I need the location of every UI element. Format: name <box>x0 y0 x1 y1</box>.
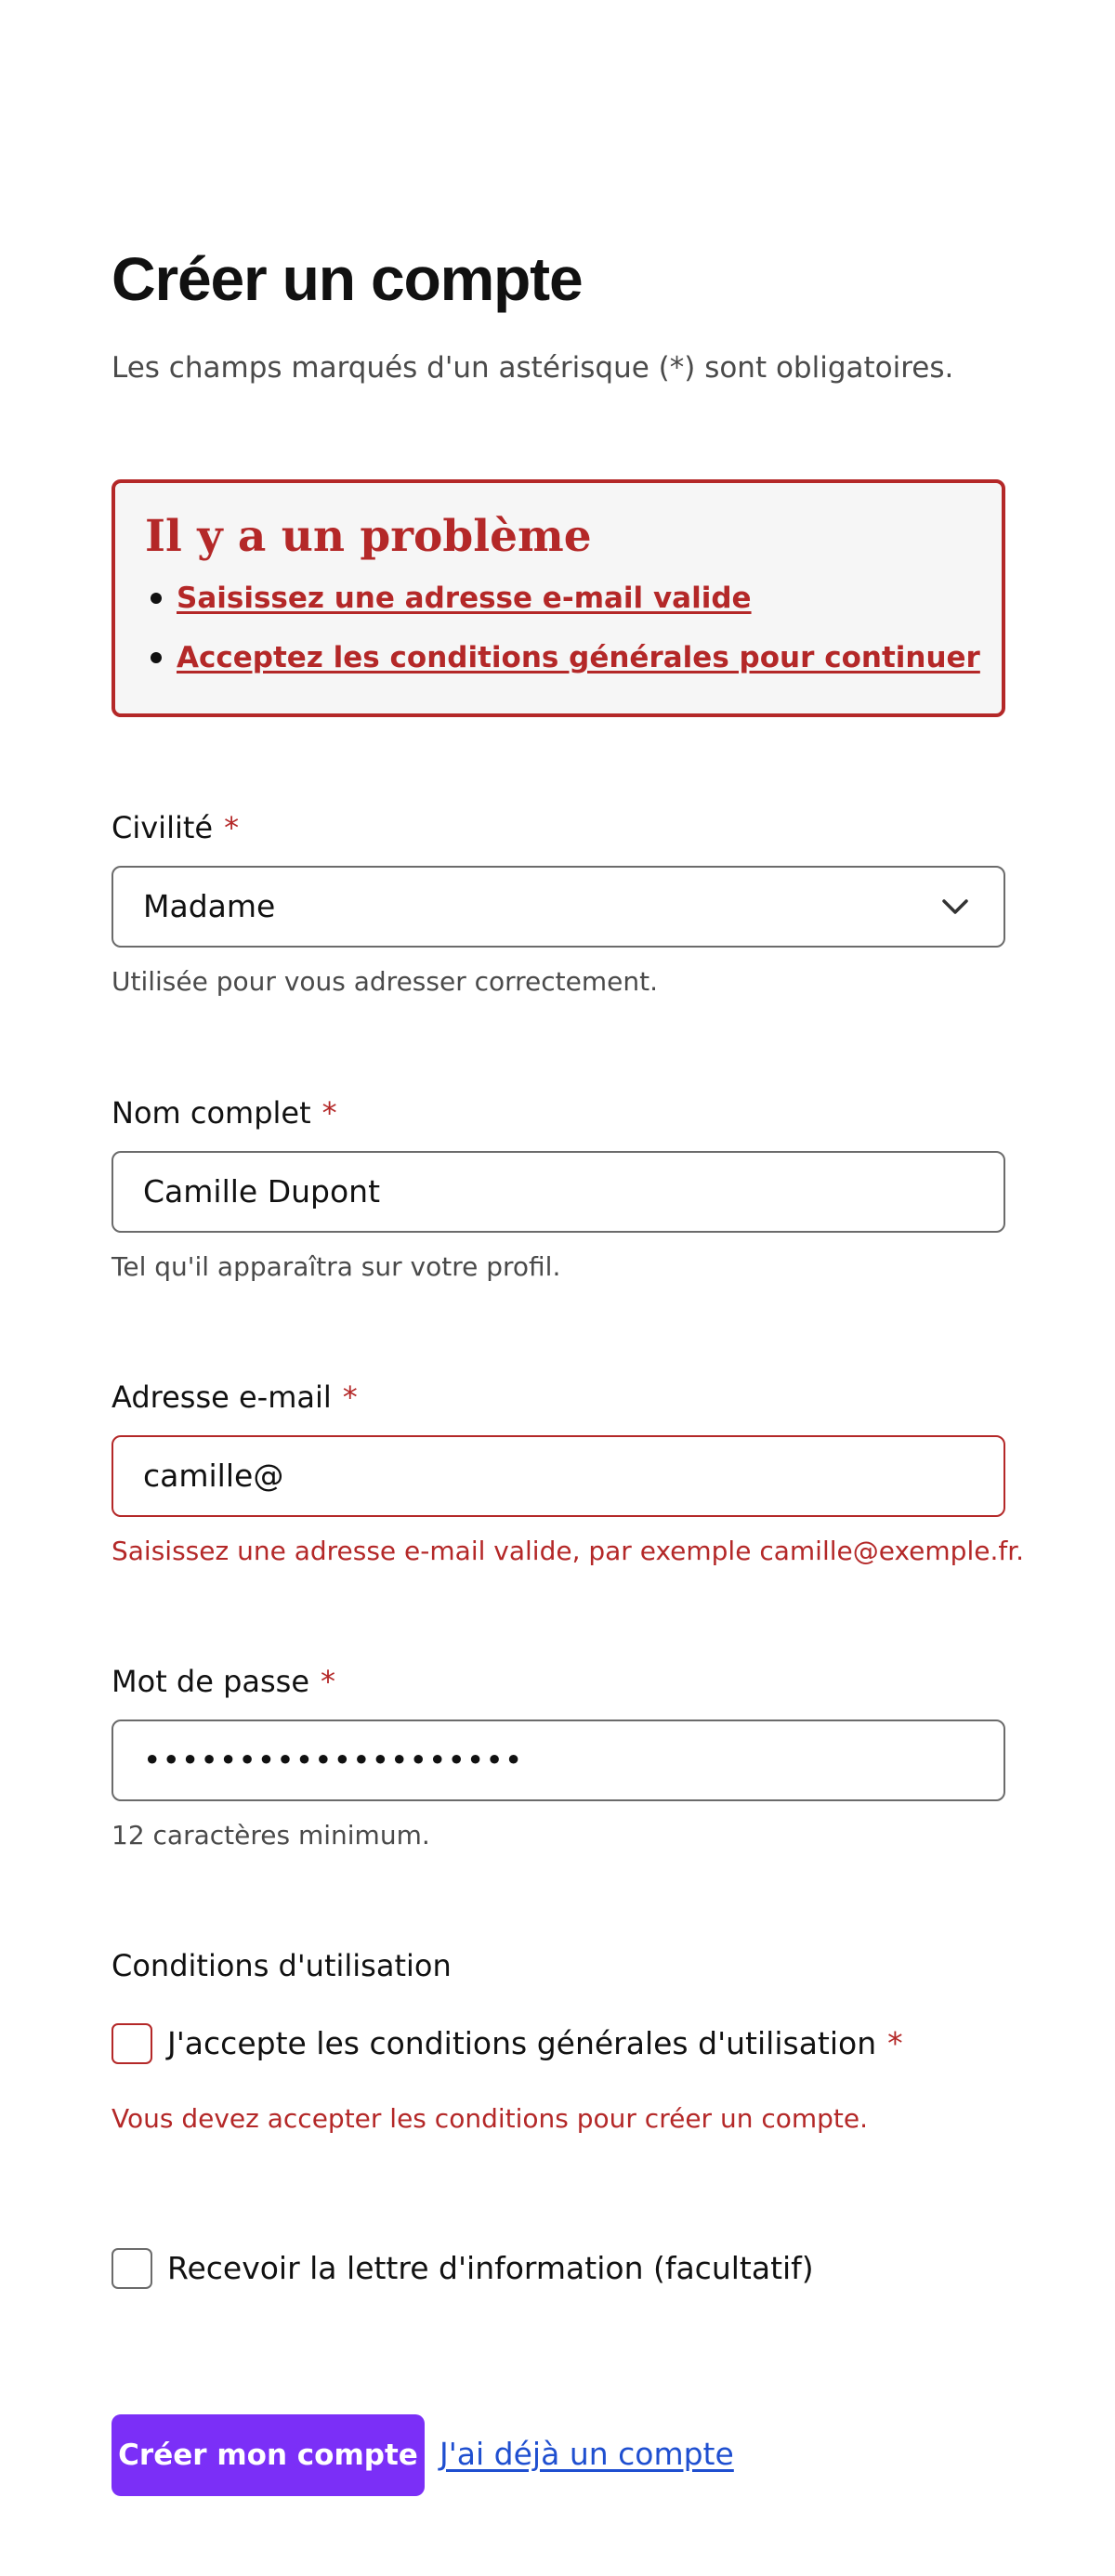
civility-label-text: Civilité <box>112 810 214 845</box>
error-summary-title: Il y a un problème <box>145 511 592 562</box>
full-name-hint: Tel qu'il apparaîtra sur votre profil. <box>112 1251 561 1282</box>
civility-selected-value: Madame <box>143 888 276 924</box>
page-title: Créer un compte <box>112 244 583 313</box>
newsletter-checkbox[interactable] <box>112 2248 152 2289</box>
required-marker: * <box>887 2025 903 2061</box>
email-label <box>112 1380 358 1415</box>
terms-checkbox-label[interactable] <box>167 2025 903 2061</box>
email-label-text: Adresse e-mail <box>112 1380 332 1415</box>
password-label <box>112 1664 335 1699</box>
password-label-text: Mot de passe <box>112 1664 310 1699</box>
error-summary-item <box>145 580 980 639</box>
password-input[interactable]: •••••••••••••••••••• <box>112 1720 1005 1801</box>
login-link[interactable]: J'ai déjà un compte <box>439 2436 734 2472</box>
email-error-message: Saisissez une adresse e-mail valide, par exemple camille@exemple.fr. <box>112 1536 1025 1566</box>
full-name-label-text: Nom complet <box>112 1095 311 1131</box>
civility-label <box>112 810 239 845</box>
create-account-button[interactable]: Créer mon compte <box>112 2414 425 2496</box>
chevron-down-icon <box>940 896 970 918</box>
civility-select[interactable] <box>112 866 1005 948</box>
password-hint: 12 caractères minimum. <box>112 1820 430 1850</box>
newsletter-checkbox-label[interactable]: Recevoir la lettre d'information (facultatif) <box>167 2250 814 2286</box>
bullet-icon <box>151 652 162 663</box>
error-summary <box>112 479 1005 717</box>
bullet-icon <box>151 593 162 604</box>
required-marker: * <box>224 810 240 845</box>
required-marker: * <box>321 1664 336 1699</box>
error-link-terms[interactable]: Acceptez les conditions générales pour continuer <box>177 641 980 674</box>
terms-checkbox[interactable] <box>112 2023 152 2064</box>
error-link-email[interactable]: Saisissez une adresse e-mail valide <box>177 582 752 615</box>
email-input[interactable]: camille@ <box>112 1435 1005 1517</box>
error-summary-item <box>145 639 980 699</box>
full-name-label <box>112 1095 337 1131</box>
error-summary-list <box>145 580 980 699</box>
required-marker: * <box>321 1095 337 1131</box>
full-name-input[interactable]: Camille Dupont <box>112 1151 1005 1233</box>
terms-checkbox-label-text: J'accepte les conditions générales d'utilisation <box>167 2025 877 2061</box>
required-fields-intro: Les champs marqués d'un astérisque (*) sont obligatoires. <box>112 351 954 385</box>
civility-hint: Utilisée pour vous adresser correctement. <box>112 966 659 997</box>
required-marker: * <box>342 1380 358 1415</box>
terms-error-message: Vous devez accepter les conditions pour créer un compte. <box>112 2103 869 2134</box>
terms-legend: Conditions d'utilisation <box>112 1948 452 1983</box>
